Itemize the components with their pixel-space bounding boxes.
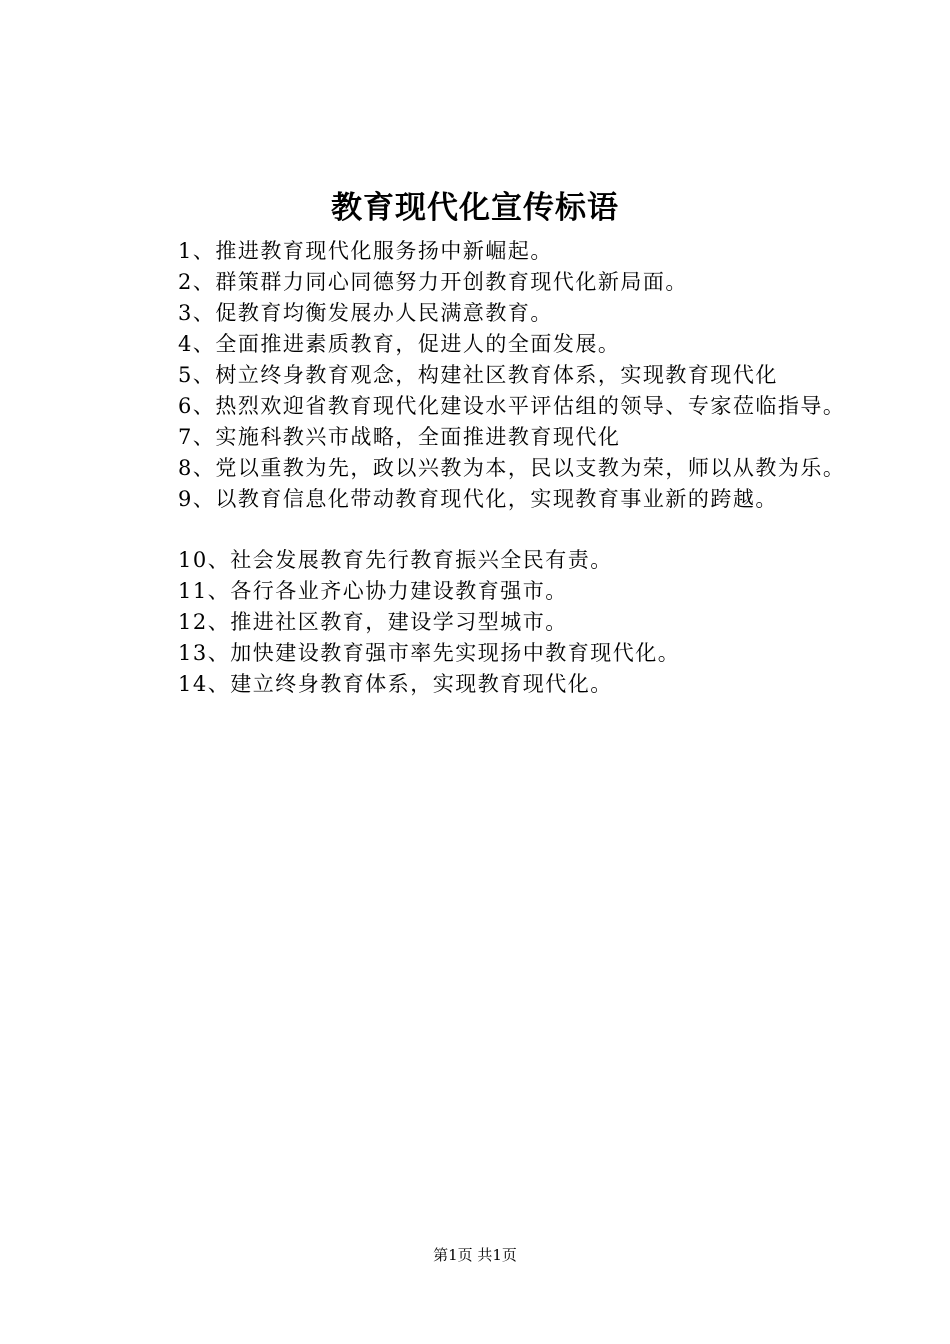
slogan-item: 1、推进教育现代化服务扬中新崛起。 — [178, 239, 553, 263]
slogan-item: 12、推进社区教育，建设学习型城市。 — [178, 610, 568, 634]
slogan-item: 13、加快建设教育强市率先实现扬中教育现代化。 — [178, 641, 681, 665]
slogan-item: 14、建立终身教育体系，实现教育现代化。 — [178, 672, 613, 696]
slogan-item: 9、以教育信息化带动教育现代化，实现教育事业新的跨越。 — [178, 487, 778, 511]
slogan-list — [130, 236, 850, 700]
slogan-item: 2、群策群力同心同德努力开创教育现代化新局面。 — [178, 270, 688, 294]
slogan-item: 4、全面推进素质教育，促进人的全面发展。 — [178, 332, 621, 356]
slogan-item: 8、党以重教为先，政以兴教为本，民以支教为荣，师以从教为乐。 — [178, 456, 846, 480]
slogan-item: 5、树立终身教育观念，构建社区教育体系，实现教育现代化 — [178, 363, 778, 387]
slogan-item: 11、各行各业齐心协力建设教育强市。 — [178, 579, 568, 603]
page-footer: 第1页 共1页 — [433, 1246, 517, 1264]
slogan-item: 10、社会发展教育先行教育振兴全民有责。 — [178, 548, 613, 572]
slogan-item: 7、实施科教兴市战略，全面推进教育现代化 — [178, 425, 621, 449]
page-title: 教育现代化宣传标语 — [331, 190, 619, 226]
paragraph-gap — [130, 515, 850, 545]
slogan-item: 6、热烈欢迎省教育现代化建设水平评估组的领导、专家莅临指导。 — [178, 394, 846, 418]
slogan-item: 3、促教育均衡发展办人民满意教育。 — [178, 301, 553, 325]
